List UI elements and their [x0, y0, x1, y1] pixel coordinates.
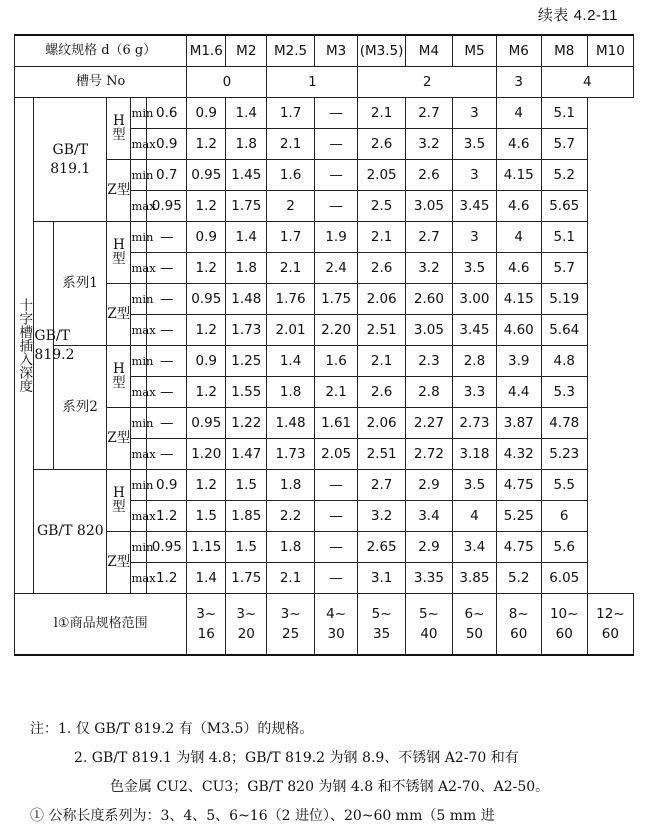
data-row [15, 532, 634, 563]
value-cell: 0.7 [147, 160, 187, 191]
value-cell: 1.6 [314, 346, 358, 377]
value-cell: 1.2 [187, 253, 226, 284]
notes [30, 715, 630, 831]
slot-number: 2 [358, 67, 496, 98]
value-cell: 6.05 [541, 563, 587, 594]
range-to: 60 [601, 626, 619, 642]
range-cell [267, 594, 314, 656]
value-cell: 1.8 [226, 253, 267, 284]
value-cell: 4.6 [496, 253, 541, 284]
standard-gb-819-1: GB/T 819.1 [34, 98, 107, 222]
value-cell: 5.1 [541, 222, 587, 253]
screw-spec-table [14, 34, 634, 656]
value-cell: 3.1 [358, 563, 405, 594]
data-row [15, 470, 634, 501]
value-cell: 1.48 [226, 284, 267, 315]
value-cell: 0.9 [147, 129, 187, 160]
value-cell: 1.15 [187, 532, 226, 563]
range-row [15, 594, 634, 656]
value-cell: — [314, 98, 358, 129]
footnote-1: ① 公称长度系列为：3、4、5、6~16（2 进位）、20~60 mm（5 mm 进 [30, 808, 495, 824]
value-cell: 1.5 [187, 501, 226, 532]
range-to: 25 [281, 626, 300, 642]
value-cell: 4.4 [496, 377, 541, 408]
value-cell: 1.2 [147, 563, 187, 594]
value-cell: 0.9 [187, 222, 226, 253]
slot-row [15, 67, 634, 98]
range-cell [541, 594, 587, 656]
value-cell: 1.4 [226, 98, 267, 129]
value-cell: 1.75 [226, 563, 267, 594]
value-cell: 0.6 [147, 98, 187, 129]
value-cell: 1.7 [267, 222, 314, 253]
value-cell: 2.60 [405, 284, 452, 315]
value-cell: — [147, 253, 187, 284]
range-from: 3~ [280, 605, 301, 622]
value-cell: 1.2 [187, 377, 226, 408]
value-cell: 2.6 [405, 160, 452, 191]
min-label: min [131, 408, 147, 439]
value-cell: 3.2 [405, 129, 452, 160]
series-2: 系列2 [53, 346, 106, 470]
value-cell: — [314, 532, 358, 563]
value-cell: 3.05 [405, 315, 452, 346]
value-cell: 4.6 [496, 191, 541, 222]
size-header: M2.5 [267, 35, 314, 67]
value-cell: 3.35 [405, 563, 452, 594]
value-cell: 2.7 [405, 98, 452, 129]
range-cell [587, 594, 633, 656]
value-cell: 4 [496, 222, 541, 253]
value-cell: 0.95 [187, 160, 226, 191]
value-cell: 5.65 [541, 191, 587, 222]
value-cell: 5.25 [496, 501, 541, 532]
value-cell: — [147, 408, 187, 439]
value-cell: — [147, 346, 187, 377]
range-from: 5~ [371, 605, 392, 622]
range-to: 40 [420, 626, 438, 642]
value-cell: 1.45 [226, 160, 267, 191]
range-cell [496, 594, 541, 656]
value-cell: 1.85 [226, 501, 267, 532]
range-cell [226, 594, 267, 656]
value-cell: 1.25 [226, 346, 267, 377]
value-cell: 2.1 [314, 377, 358, 408]
range-cell [453, 594, 497, 656]
range-from: 12~ [596, 605, 625, 622]
value-cell: 3 [453, 160, 497, 191]
value-cell: 1.5 [226, 470, 267, 501]
value-cell: — [147, 315, 187, 346]
value-cell: 2.5 [358, 191, 405, 222]
slot-number: 3 [496, 67, 541, 98]
value-cell: 1.8 [267, 377, 314, 408]
value-cell: 5.2 [541, 160, 587, 191]
value-cell: 4.78 [541, 408, 587, 439]
value-cell: 2.20 [314, 315, 358, 346]
size-header: M4 [405, 35, 452, 67]
continued-caption: 续表 4.2-11 [537, 7, 618, 24]
value-cell: 0.9 [187, 98, 226, 129]
min-label: min [131, 346, 147, 377]
max-label: max [131, 315, 147, 346]
standard-gb-820: GB/T 820 [34, 470, 107, 594]
range-from: 10~ [549, 605, 579, 622]
value-cell: 2.01 [267, 315, 314, 346]
slot-number: 1 [267, 67, 358, 98]
h-type: H型 [107, 470, 131, 532]
max-label: max [131, 129, 147, 160]
value-cell: 3.3 [453, 377, 497, 408]
max-label: max [131, 501, 147, 532]
value-cell: 5.19 [541, 284, 587, 315]
value-cell: 3.85 [453, 563, 497, 594]
data-row [15, 408, 634, 439]
value-cell: 5.2 [496, 563, 541, 594]
value-cell: — [314, 501, 358, 532]
value-cell: — [147, 284, 187, 315]
value-cell: 3.9 [496, 346, 541, 377]
value-cell: 3 [453, 98, 497, 129]
depth-group-text: 十字槽插入深度 [16, 298, 33, 393]
size-header: (M3.5) [358, 35, 405, 67]
max-label: max [131, 563, 147, 594]
value-cell: 1.5 [226, 532, 267, 563]
data-row [15, 222, 634, 253]
value-cell: 1.9 [314, 222, 358, 253]
depth-group-label [15, 98, 34, 594]
max-label: max [131, 439, 147, 470]
range-to: 60 [555, 626, 573, 642]
value-cell: 0.95 [147, 191, 187, 222]
value-cell: 1.76 [267, 284, 314, 315]
value-cell: 3.45 [453, 315, 497, 346]
value-cell: 2.27 [405, 408, 452, 439]
value-cell: 3.2 [405, 253, 452, 284]
value-cell: 1.73 [226, 315, 267, 346]
value-cell: 2.73 [453, 408, 497, 439]
value-cell: 2.51 [358, 439, 405, 470]
value-cell: 3.5 [453, 129, 497, 160]
value-cell: 1.2 [187, 315, 226, 346]
value-cell: 2 [267, 191, 314, 222]
range-label: l①商品规格范围 [15, 594, 187, 656]
data-row [15, 346, 634, 377]
value-cell: 1.2 [187, 470, 226, 501]
value-cell: 3.4 [453, 532, 497, 563]
value-cell: 2.65 [358, 532, 405, 563]
size-header: M1.6 [187, 35, 226, 67]
value-cell: 5.1 [541, 98, 587, 129]
size-header: M8 [541, 35, 587, 67]
value-cell: 1.2 [187, 129, 226, 160]
h-type: H型 [107, 98, 131, 160]
value-cell: 3.4 [405, 501, 452, 532]
value-cell: — [147, 377, 187, 408]
value-cell: 1.75 [226, 191, 267, 222]
z-type: Z型 [107, 284, 131, 346]
value-cell: 5.3 [541, 377, 587, 408]
value-cell: 1.2 [147, 501, 187, 532]
value-cell: 3.18 [453, 439, 497, 470]
note-1: 注：1. 仅 GB/T 819.2 有（M3.5）的规格。 [30, 721, 314, 737]
value-cell: 5.6 [541, 532, 587, 563]
value-cell: 2.06 [358, 284, 405, 315]
h-type: H型 [107, 346, 131, 408]
value-cell: 2.7 [358, 470, 405, 501]
value-cell: 2.06 [358, 408, 405, 439]
value-cell: — [314, 160, 358, 191]
value-cell: 1.73 [267, 439, 314, 470]
value-cell: 0.95 [187, 284, 226, 315]
value-cell: 1.20 [187, 439, 226, 470]
max-label: max [131, 253, 147, 284]
value-cell: 2.4 [314, 253, 358, 284]
range-from: 3~ [236, 605, 257, 622]
value-cell: 3.2 [358, 501, 405, 532]
value-cell: 2.05 [314, 439, 358, 470]
value-cell: 4.60 [496, 315, 541, 346]
value-cell: 6 [541, 501, 587, 532]
z-type: Z型 [107, 408, 131, 470]
value-cell: 2.6 [358, 377, 405, 408]
value-cell: 3.5 [453, 470, 497, 501]
value-cell: 1.7 [267, 98, 314, 129]
value-cell: 1.8 [267, 470, 314, 501]
size-header: M3 [314, 35, 358, 67]
min-label: min [131, 284, 147, 315]
value-cell: 5.23 [541, 439, 587, 470]
value-cell: 2.51 [358, 315, 405, 346]
value-cell: 2.05 [358, 160, 405, 191]
slot-number: 0 [187, 67, 267, 98]
range-from: 8~ [508, 605, 529, 622]
size-header: M6 [496, 35, 541, 67]
value-cell: 3 [453, 222, 497, 253]
value-cell: 1.2 [187, 191, 226, 222]
value-cell: 4 [453, 501, 497, 532]
value-cell: 3.5 [453, 253, 497, 284]
value-cell: 5.7 [541, 129, 587, 160]
value-cell: 0.95 [147, 532, 187, 563]
min-label: min [131, 98, 147, 129]
value-cell: 0.9 [147, 470, 187, 501]
value-cell: — [314, 191, 358, 222]
z-type: Z型 [107, 160, 131, 222]
value-cell: 0.95 [187, 408, 226, 439]
value-cell: 4.6 [496, 129, 541, 160]
value-cell: 1.61 [314, 408, 358, 439]
data-row [15, 98, 634, 129]
value-cell: 2.6 [358, 129, 405, 160]
range-to: 60 [510, 626, 528, 642]
value-cell: 1.4 [267, 346, 314, 377]
slot-number: 4 [541, 67, 633, 98]
value-cell: 2.7 [405, 222, 452, 253]
header-row [15, 35, 634, 67]
note-2: 2. GB/T 819.1 为钢 4.8；GB/T 819.2 为钢 8.9、不锈钢 A2-70 和有 [74, 750, 519, 766]
value-cell: 2.8 [453, 346, 497, 377]
range-cell [187, 594, 226, 656]
range-to: 20 [237, 626, 255, 642]
value-cell: 3.05 [405, 191, 452, 222]
data-row [15, 160, 634, 191]
value-cell: 5.5 [541, 470, 587, 501]
value-cell: 4.15 [496, 284, 541, 315]
value-cell: 1.8 [226, 129, 267, 160]
value-cell: 4.8 [541, 346, 587, 377]
standard-gb-819-2: GB/T 819.2 [34, 222, 53, 470]
value-cell: — [314, 129, 358, 160]
value-cell: 2.9 [405, 532, 452, 563]
size-header: M2 [226, 35, 267, 67]
value-cell: 1.8 [267, 532, 314, 563]
value-cell: 1.4 [226, 222, 267, 253]
value-cell: — [314, 470, 358, 501]
min-label: min [131, 160, 147, 191]
value-cell: 4 [496, 98, 541, 129]
min-label: min [131, 532, 147, 563]
range-cell [314, 594, 358, 656]
max-label: max [131, 377, 147, 408]
series-1: 系列1 [53, 222, 106, 346]
z-type: Z型 [107, 532, 131, 594]
range-to: 35 [373, 626, 391, 642]
range-from: 5~ [418, 605, 439, 622]
range-to: 16 [197, 626, 215, 642]
range-from: 6~ [464, 605, 485, 622]
slot-label: 槽号 No [15, 67, 187, 98]
value-cell: 3.00 [453, 284, 497, 315]
value-cell: 2.6 [358, 253, 405, 284]
value-cell: 2.9 [405, 470, 452, 501]
range-to: 50 [465, 626, 484, 642]
value-cell: 1.47 [226, 439, 267, 470]
value-cell: — [147, 439, 187, 470]
value-cell: 1.6 [267, 160, 314, 191]
value-cell: 2.1 [267, 253, 314, 284]
value-cell: 2.8 [405, 377, 452, 408]
value-cell: 0.9 [187, 346, 226, 377]
value-cell: 2.1 [267, 563, 314, 594]
value-cell: 5.7 [541, 253, 587, 284]
min-label: min [131, 222, 147, 253]
value-cell: 4.75 [496, 532, 541, 563]
range-cell [358, 594, 405, 656]
value-cell: 4.15 [496, 160, 541, 191]
value-cell: 3.45 [453, 191, 497, 222]
range-from: 4~ [326, 605, 347, 622]
value-cell: 2.2 [267, 501, 314, 532]
value-cell: 5.64 [541, 315, 587, 346]
size-header: M10 [587, 35, 633, 67]
h-type: H型 [107, 222, 131, 284]
value-cell: 2.72 [405, 439, 452, 470]
value-cell: — [314, 563, 358, 594]
value-cell: 2.1 [267, 129, 314, 160]
range-cell [405, 594, 452, 656]
value-cell: 1.75 [314, 284, 358, 315]
value-cell: 1.48 [267, 408, 314, 439]
range-from: 3~ [196, 605, 217, 622]
note-2-cont: 色金属 CU2、CU3；GB/T 820 为钢 4.8 和不锈钢 A2-70、A2-50。 [110, 779, 550, 795]
value-cell: 2.1 [358, 346, 405, 377]
value-cell: 3.87 [496, 408, 541, 439]
value-cell: 1.55 [226, 377, 267, 408]
min-label: min [131, 470, 147, 501]
value-cell: 4.75 [496, 470, 541, 501]
data-row [15, 284, 634, 315]
value-cell: 1.22 [226, 408, 267, 439]
spec-label: 螺纹规格 d（6 g） [15, 35, 187, 67]
range-to: 30 [327, 626, 345, 642]
value-cell: 4.32 [496, 439, 541, 470]
value-cell: 1.4 [187, 563, 226, 594]
value-cell: 2.3 [405, 346, 452, 377]
value-cell: 2.1 [358, 98, 405, 129]
value-cell: 2.1 [358, 222, 405, 253]
size-header: M5 [453, 35, 497, 67]
value-cell: — [147, 222, 187, 253]
max-label: max [131, 191, 147, 222]
